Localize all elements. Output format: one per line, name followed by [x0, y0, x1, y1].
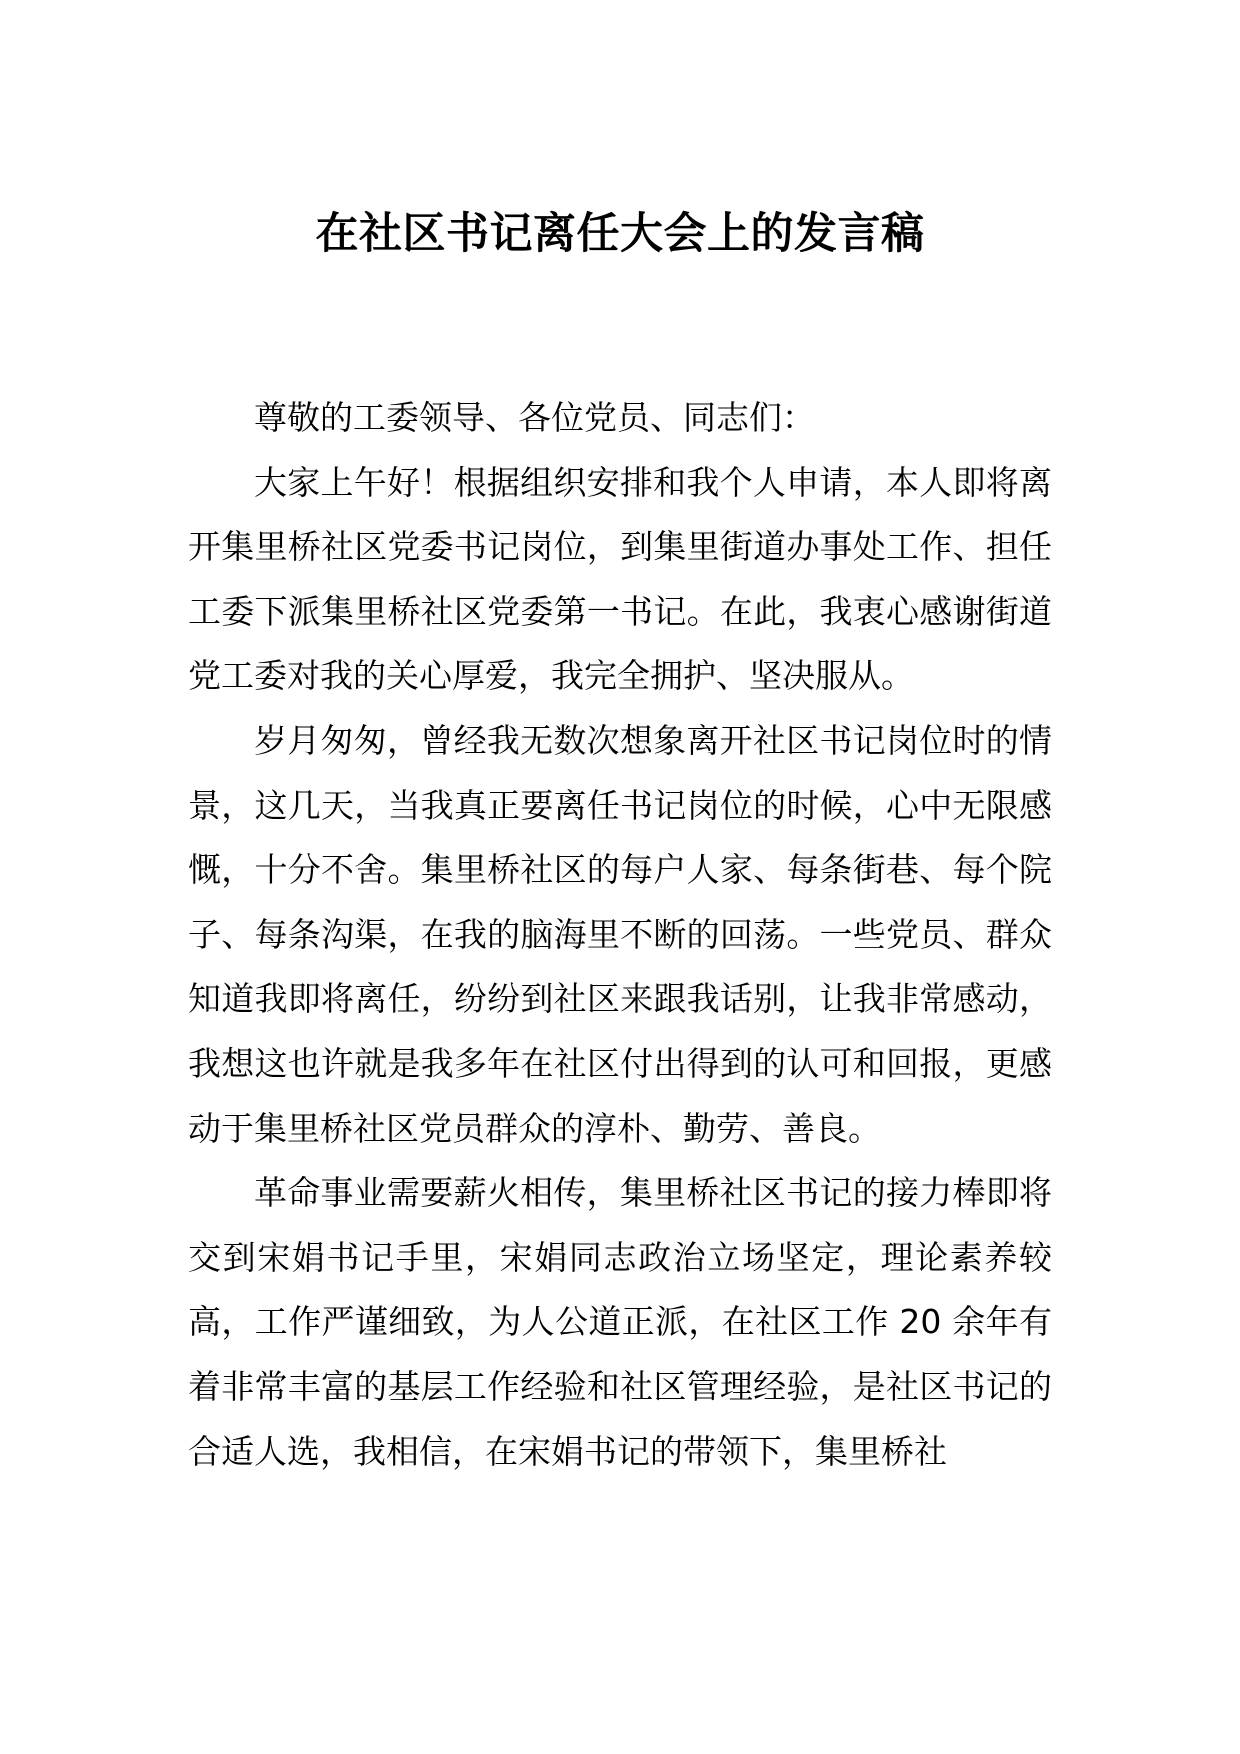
- paragraph-reflection: 岁月匆匆，曾经我无数次想象离开社区书记岗位时的情景，这几天，当我真正要离任书记岗位的时候，心中无限感慨，十分不舍。集里桥社区的每户人家、每条街巷、每个院子、每条沟渠，在我的脑海里不断的回荡。一些党员、群众知道我即将离任，纷纷到社区来跟我话别，让我非常感动，我想这也许就是我多年在社区付出得到的认可和回报，更感动于集里桥社区党员群众的淳朴、勤劳、善良。: [188, 720, 1052, 1148]
- paragraph-greeting: 大家上午好！根据组织安排和我个人申请，本人即将离开集里桥社区党委书记岗位，到集里街道办事处工作、担任工委下派集里桥社区党委第一书记。在此，我衷心感谢街道党工委对我的关心厚爱，我完全拥护、坚决服从。: [188, 462, 1052, 696]
- paragraph-salutation: 尊敬的工委领导、各位党员、同志们：: [254, 398, 815, 437]
- document-body: [188, 386, 1052, 1484]
- paragraph-successor: 革命事业需要薪火相传，集里桥社区书记的接力棒即将交到宋娟书记手里，宋娟同志政治立场坚定，理论素养较高，工作严谨细致，为人公道正派，在社区工作 20 余年有着非常丰富的基层工作经验和社区管理经验，是社区书记的合适人选，我相信，在宋娟书记的带领下，集里桥社: [188, 1173, 1052, 1471]
- document-title: 在社区书记离任大会上的发言稿: [315, 209, 925, 259]
